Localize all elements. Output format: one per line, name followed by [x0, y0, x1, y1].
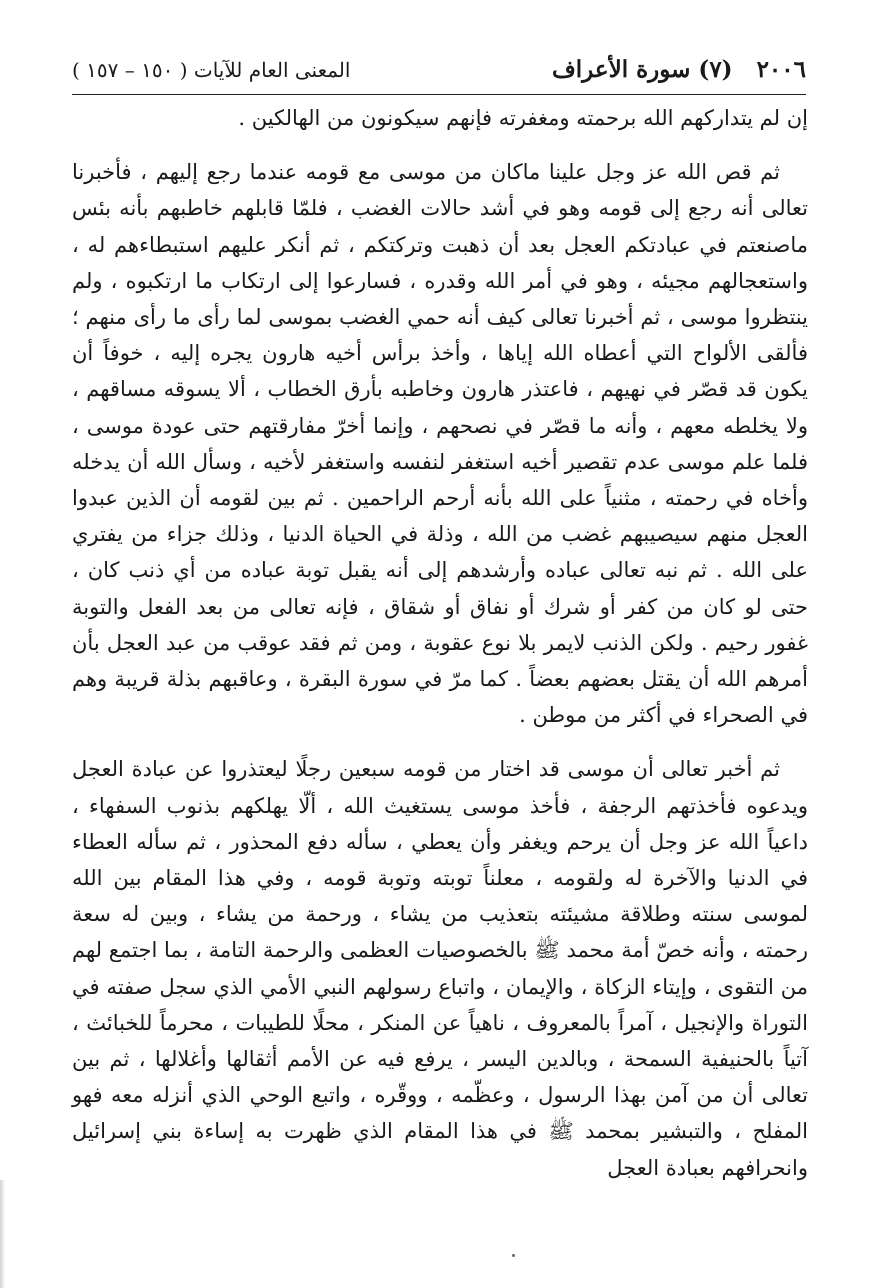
- scan-speck: [512, 1254, 515, 1257]
- body-text: [72, 100, 808, 1186]
- paragraph-moses-anger: ثم قص الله عز وجل علينا ماكان من موسى مع قومه عندما رجع إليهم ، فأخبرنا تعالى أنه رجع إلى قومه وهو في أشد حالات الغضب ، فلمّا قابلهم خاطبهم بأنه بئس ماصنعتم في عبادتكم العجل بعد أن ذهبت وتركتكم ، ثم أنكر عليهم استبطاءهم له ، واستعجالهم مجيئه ، وهو في أمر الله وقدره ، فسارعوا إلى ارتكاب ما ارتكبوه ، ولم ينتظروا موسى ، ثم أخبرنا تعالى كيف أنه حمي الغضب بموسى لما رأى ما رأى منهم ؛ فألقى الألواح التي أعطاه الله إياها ، وأخذ برأس أخيه هارون يجره إليه ، خوفاً أن يكون قد قصّر في نهيهم ، فاعتذر هارون وخاطبه بأرق الخطاب ، ألا يسوقه مساقهم ، ولا يخلطه معهم ، وأنه ما قصّر في نصحهم ، وإنما أخرّ مفارقتهم حتى عودة موسى ، فلما علم موسى عدم تقصير أخيه استغفر لنفسه واستغفر لأخيه ، وسأل الله أن يدخله وأخاه في رحمته ، مثنياً على الله بأنه أرحم الراحمين . ثم بين لقومه أن الذين عبدوا العجل منهم سيصيبهم غضب من الله ، وذلة في الحياة الدنيا ، وذلك جزاء من يفتري على الله . ثم نبه تعالى عباده وأرشدهم إلى أنه يقبل توبة عباده من أي ذنب كان ، حتى لو كان من كفر أو شرك أو نفاق أو شقاق ، فإنه تعالى من بعد الفعل والتوبة غفور رحيم . ولكن الذنب لايمر بلا نوع عقوبة ، ومن ثم فقد عوقب من عبد العجل بأن أمرهم الله أن يقتل بعضهم بعضاً . كما مرّ في سورة البقرة ، وعاقبهم بذلة قريبة وهم في الصحراء في أكثر من موطن .: [72, 160, 808, 728]
- paragraph-continuation: إن لم يتداركهم الله برحمته ومغفرته فإنهم سيكونون من الهالكين .: [238, 106, 808, 130]
- header-running-title: [552, 56, 806, 83]
- paragraph-seventy-men: ثم أخبر تعالى أن موسى قد اختار من قومه سبعين رجلًا ليعتذروا عن عبادة العجل ويدعوه فأخذتهم الرجفة ، فأخذ موسى يستغيث الله ، ألّا يهلكهم بذنوب السفهاء ، داعياً الله عز وجل أن يرحم ويغفر وأن يعطي ، سأله دفع المحذور ، ثم سأله العطاء في الدنيا والآخرة له ولقومه ، معلناً توبته وتوبة قومه ، وفي هذا المقام بين الله لموسى سنته وطلاقة مشيئته بتعذيب من يشاء ، ورحمة من يشاء ، وبين له سعة رحمته ، وأنه خصّ أمة محمد ﷺ بالخصوصيات العظمى والرحمة التامة ، بما اجتمع لهم من التقوى ، وإيتاء الزكاة ، والإيمان ، واتباع رسولهم النبي الأمي الذي سجل صفته في التوراة والإنجيل ، آمراً بالمعروف ، ناهياً عن المنكر ، محلًا للطيبات ، محرماً للخبائث ، آتياً بالحنيفية السمحة ، وبالدين اليسر ، يرفع فيه عن الأمم أثقالها وأغلالها ، ثم بين تعالى أن من آمن بهذا الرسول ، وعظّمه ، ووقّره ، واتبع الوحي الذي أنزله معه فهو المفلح ، والتبشير بمحمد ﷺ في هذا المقام الذي ظهرت به إساءة بني إسرائيل وانحرافهم بعبادة العجل: [72, 757, 808, 1180]
- page-header: [72, 56, 806, 92]
- section-title: المعنى العام للآيات ( ١٥٠ – ١٥٧ ): [72, 58, 351, 82]
- header-divider: [72, 94, 806, 95]
- scan-edge-shadow: [0, 1180, 5, 1288]
- page-number: ٢٠٠٦: [756, 56, 806, 83]
- surah-title: (٧) سورة الأعراف: [551, 56, 733, 83]
